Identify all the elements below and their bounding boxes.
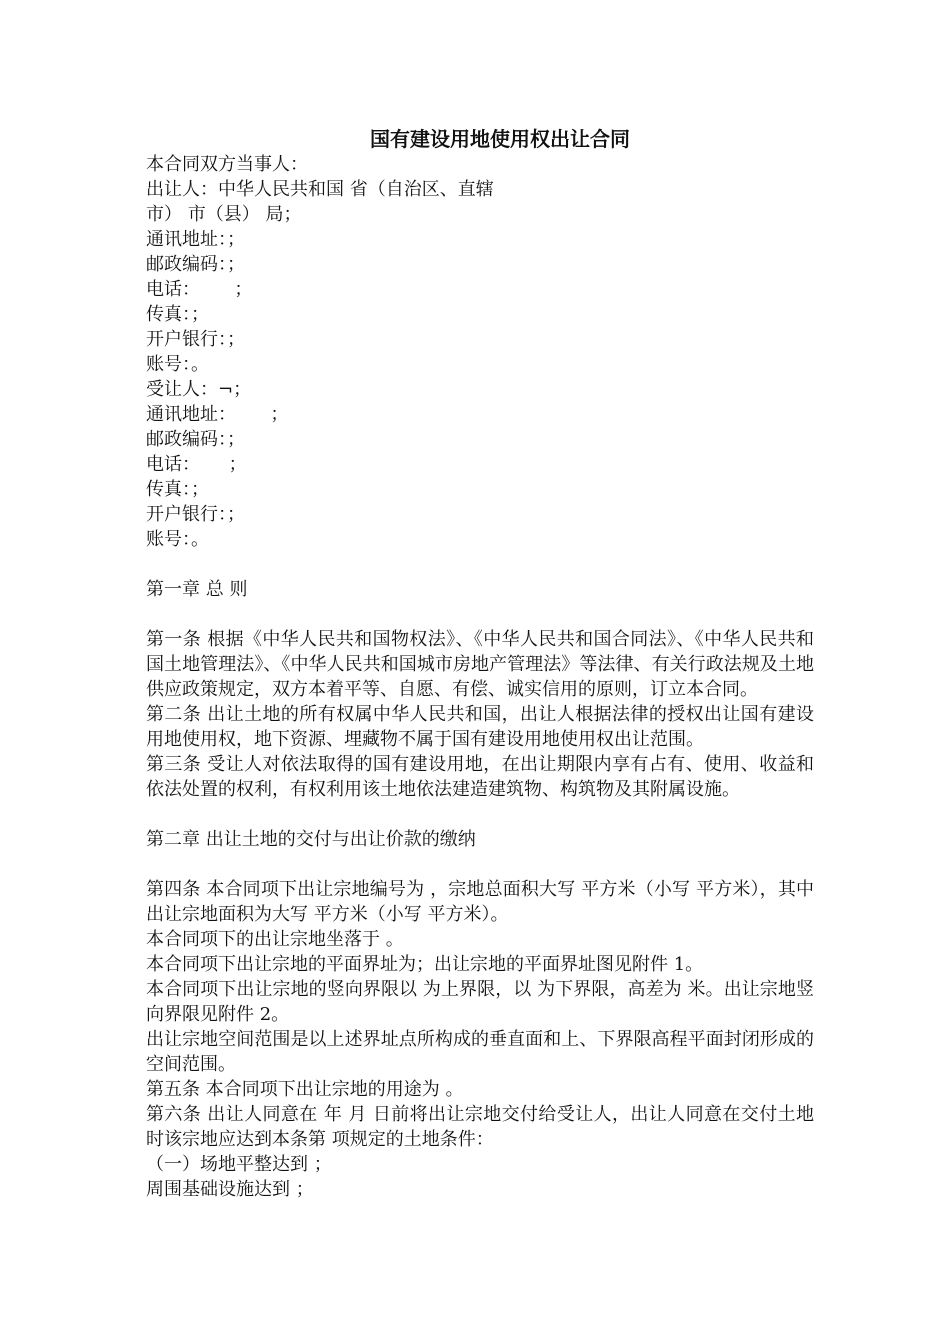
parties-intro: 本合同双方当事人： (146, 154, 308, 175)
spacer (146, 852, 814, 877)
article-6: 第六条 出让人同意在 年 月 日前将出让宗地交付给受让人，出让人同意在交付土地时该宗地应达到本条第 项规定的土地条件： (146, 1104, 814, 1150)
spacer (146, 802, 814, 827)
grantor-postcode: 邮政编码：； (146, 254, 245, 275)
grantee-phone: 电话： ； (146, 454, 247, 475)
parties-section (146, 152, 814, 552)
grantor-line: 出让人：中华人民共和国 省（自治区、直辖 (146, 179, 494, 200)
grantor-line: 市） 市（县） 局； (146, 204, 302, 225)
article-3: 第三条 受让人对依法取得的国有建设用地，在出让期限内享有占有、使用、收益和依法处置的权利，有权利用该土地依法建造建筑物、构筑物及其附属设施。 (146, 754, 814, 800)
grantee-bank: 开户银行：； (146, 504, 245, 525)
chapter1-section (146, 627, 814, 802)
spacer (146, 552, 814, 577)
document-title: 国有建设用地使用权出让合同 (370, 127, 630, 151)
chapter2-section (146, 877, 814, 1202)
condition-2: 周围基础设施达到 ； (146, 1179, 314, 1200)
spacer (146, 602, 814, 627)
grantor-address: 通讯地址：； (146, 229, 245, 250)
condition-1: （一）场地平整达到 ； (146, 1154, 332, 1175)
grantee-fax: 传真：； (146, 479, 209, 500)
grantor-fax: 传真：； (146, 304, 209, 325)
grantee-postcode: 邮政编码：； (146, 429, 245, 450)
grantor-account: 账号：。 (146, 354, 209, 375)
parcel-vertical-boundary: 本合同项下出让宗地的竖向界限以 为上界限，以 为下界限，高差为 米。出让宗地竖向界限见附件 2。 (146, 979, 814, 1025)
parcel-space: 出让宗地空间范围是以上述界址点所构成的垂直面和上、下界限高程平面封闭形成的空间范围。 (146, 1029, 814, 1075)
article-4: 第四条 本合同项下出让宗地编号为 ，宗地总面积大写 平方米（小写 平方米），其中出让宗地面积为大写 平方米（小写 平方米）。 (146, 879, 814, 925)
article-1: 第一条 根据《中华人民共和国物权法》、《中华人民共和国合同法》、《中华人民共和国土地管理法》、《中华人民共和国城市房地产管理法》等法律、有关行政法规及土地供应政策规定，双方本着平等、自愿、有偿、诚实信用的原则，订立本合同。 (146, 629, 814, 700)
chapter-heading: 第一章 总 则 (146, 579, 248, 600)
document-page (146, 126, 814, 1202)
article-5: 第五条 本合同项下出让宗地的用途为 。 (146, 1079, 464, 1100)
grantor-phone: 电话： ； (146, 279, 253, 300)
grantee-address: 通讯地址： ； (146, 404, 289, 425)
grantee-account: 账号：。 (146, 529, 209, 550)
chapter-heading: 第二章 出让土地的交付与出让价款的缴纳 (146, 829, 476, 850)
parcel-location: 本合同项下的出让宗地坐落于 。 (146, 929, 404, 950)
grantee: 受让人：¬； (146, 379, 252, 400)
parcel-boundary: 本合同项下出让宗地的平面界址为；出让宗地的平面界址图见附件 1。 (146, 954, 704, 975)
grantor-bank: 开户银行：； (146, 329, 245, 350)
article-2: 第二条 出让土地的所有权属中华人民共和国，出让人根据法律的授权出让国有建设用地使用权，地下资源、埋藏物不属于国有建设用地使用权出让范围。 (146, 704, 814, 750)
